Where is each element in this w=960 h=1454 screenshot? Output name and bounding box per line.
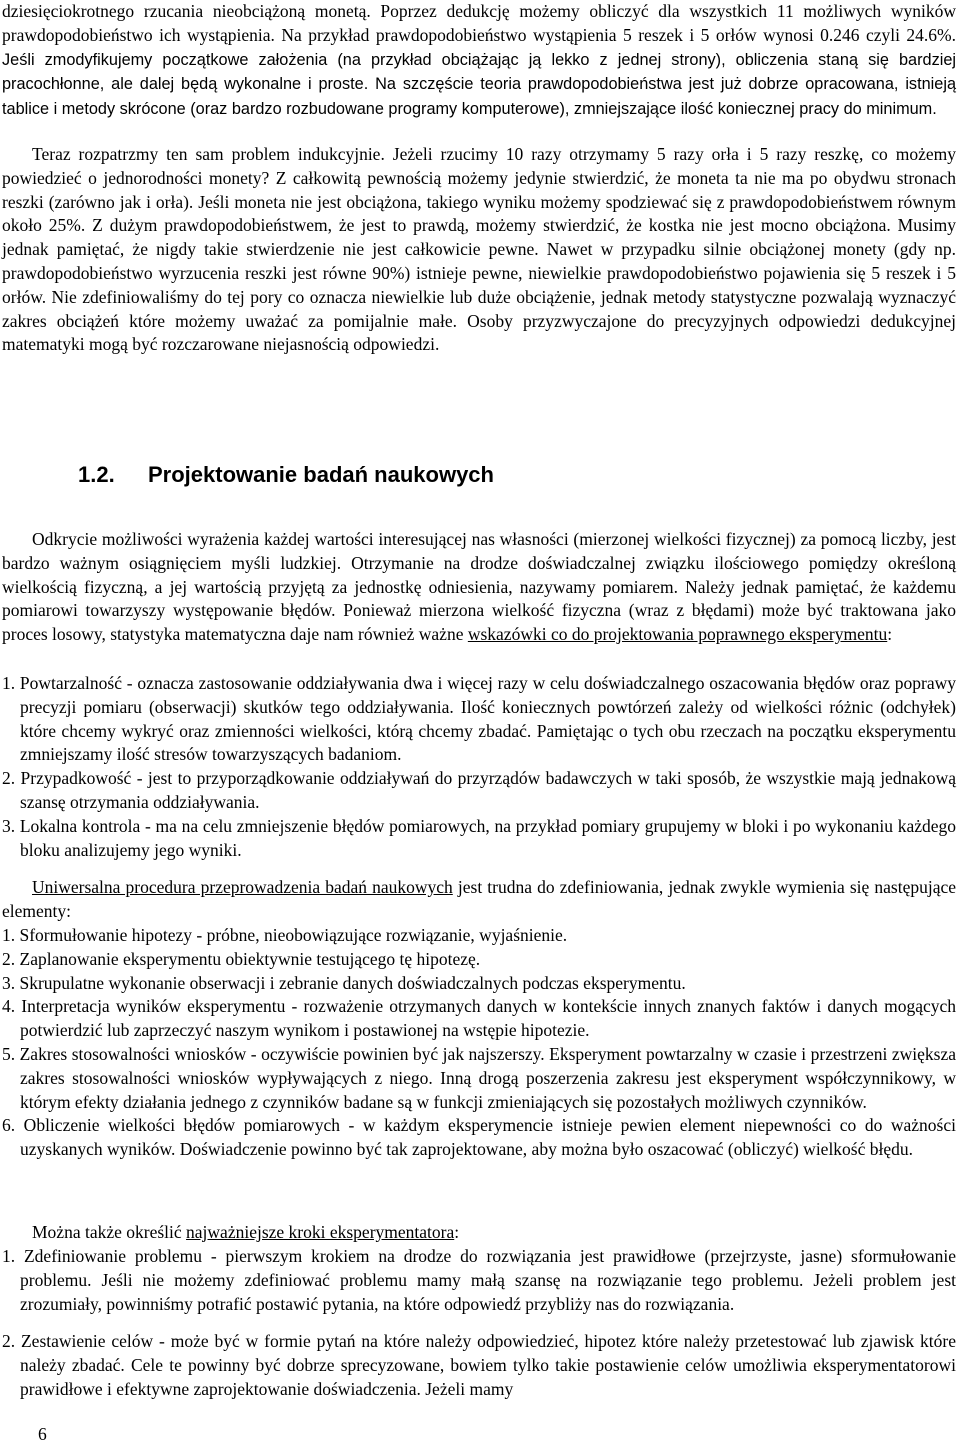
section-heading	[78, 462, 494, 488]
design-paragraph	[2, 528, 956, 647]
intro-text-c: Na szczęście teoria prawdopodobieństwa jest już dobrze opracowana, istnieją tablice i metody skrócone (oraz bardzo rozbudowane programy komputerowe), zmniejszające ilość koniecznej pracy do minimum.	[2, 75, 956, 119]
section-number: 1.2.	[78, 462, 115, 487]
procedure-list	[2, 924, 956, 1162]
steps-paragraph	[2, 1221, 956, 1245]
intro-text-a: dziesięciokrotnego rzucania nieobciążoną monetą. Poprzez dedukcję możemy obliczyć dla wszystkich 11 możliwych wyników prawdopodobieństwo ich wystąpienia. Na przykład prawdopodobieństwo wystąpienia 5 reszek i 5 orłów wynosi 0.246 czyli 24.6%.	[2, 1, 956, 45]
steps-underlined-phrase: najważniejsze kroki eksperymentatora	[186, 1222, 455, 1242]
intro-paragraph-2: Teraz rozpatrzmy ten sam problem indukcyjnie. Jeżeli rzucimy 10 razy otrzymamy 5 razy orła i 5 razy reszkę, co możemy powiedzieć o jednorodności monety? Z całkowitą pewnością możemy jedynie stwierdzić, że moneta ta nie ma po obydwu stronach reszki (zarówno jak i orła). Jeśli moneta nie jest obciążona, takiego wyniku możemy spodziewać się z prawdopodobieństwem równym około 25%. Z dużym prawdopodobieństwem, że jest to prawdą, możemy stwierdzić, że kostka nie jest mocno obciążona. Musimy jednak pamiętać, że nigdy takie stwierdzenie nie jest całkowicie pewne. Nawet w przypadku silnie obciążonej monety (gdy np. prawdopodobieństwo wyrzucenia reszki jest równe 90%) istnieje pewne, niewielkie prawdopodobieństwo pojawienia się 5 reszek i 5 orłów. Nie zdefiniowaliśmy do tej pory co oznacza niewielkie lub duże obciążenie, jednak metody statystyczne pozwalają wyznaczyć zakres obciążeń które możemy uważać za pomijalnie małe. Osoby przyzwyczajone do precyzyjnych odpowiedzi dedukcyjnej matematyki mogą być rozczarowane niejasnością odpowiedzi.	[2, 144, 956, 355]
list-item: 3. Lokalna kontrola - ma na celu zmniejszenie błędów pomiarowych, na przykład pomiary grupujemy w bloki i po wykonaniu każdego bloku analizujemy jego wyniki.	[2, 815, 956, 860]
list-item: 2. Zestawienie celów - może być w formie pytań na które należy odpowiedzieć, hipotez które należy przetestować lub zjawisk które należy zbadać. Cele te powinny być dobrze sprecyzowane, bowiem tylko takie postawienie celów umożliwia eksperymentatorowi prawidłowe i efektywne zaprojektowanie doświadczenia. Jeżeli mamy	[2, 1331, 956, 1399]
design-underlined-phrase: wskazówki co do projektowania poprawnego eksperymentu	[467, 624, 888, 645]
list-item: 1. Powtarzalność - oznacza zastosowanie oddziaływania dwa i więcej razy w celu doświadczalnego oszacowania błędów oraz poprawy precyzji pomiaru (obserwacji) skutków tego oddziaływania. Ilość koniecznych powtórzeń zależy od wielkości różnic (odchyłek) które chcemy wykryć oraz zmienności wielkości, którą chcemy zbadać. Pamiętając o tych obu rzeczach na początku eksperymentu zmniejszamy ilość stresów towarzyszących badaniom.	[2, 673, 956, 765]
list-item: 1. Sformułowanie hipotezy - próbne, nieobowiązujące rozwiązanie, wyjaśnienie.	[2, 925, 568, 945]
steps-text: Można także określić	[32, 1222, 187, 1242]
design-list	[2, 672, 956, 862]
procedure-paragraph	[2, 876, 956, 924]
steps-colon: :	[454, 1222, 460, 1242]
section-title: Projektowanie badań naukowych	[148, 462, 494, 487]
list-item: 2. Zaplanowanie eksperymentu obiektywnie testującego tę hipotezę.	[2, 948, 481, 969]
procedure-text: jest trudna do zdefiniowania, jednak zwykle wymienia się następujące elementy:	[2, 877, 956, 921]
list-item: 2. Przypadkowość - jest to przyporządkowanie oddziaływań do przyrządów badawczych w taki sposób, że wszystkie mają jednakową szansę otrzymania oddziaływania.	[2, 768, 956, 812]
page-number: 6	[38, 1424, 47, 1444]
list-item: 3. Skrupulatne wykonanie obserwacji i zebranie danych doświadczalnych podczas eksperymentu.	[2, 972, 686, 993]
list-item: 6. Obliczenie wielkości błędów pomiarowych - w każdym eksperymencie istnieje pewien element niepewności co do ważności uzyskanych wyników. Doświadczenie powinno być tak zaprojektowane, aby można było oszacować (obliczyć) wielkość błędu.	[2, 1115, 956, 1160]
intro-paragraph-1	[2, 0, 956, 122]
intro-text-b: Jeśli zmodyfikujemy początkowe założenia (na przykład obciążając ją lekko z jednej strony), obliczenia staną się bardziej pracochłonne, ale dalej będą wykonalne i proste.	[2, 50, 956, 94]
list-item: 5. Zakres stosowalności wniosków - oczywiście powinien być jak najszerszy. Eksperyment powtarzalny w czasie i przestrzeni zwiększa zakres stosowalności wniosków wypływających z niego. Inną drogą poszerzenia zakresu jest eksperyment współczynnikowy, w którym efekty działania jednego z czynników badane są w funkcji zmieniających się pozostałych możliwych czynników.	[2, 1043, 956, 1112]
design-colon: :	[887, 624, 893, 645]
design-text: Odkrycie możliwości wyrażenia każdej wartości interesującej nas własności (mierzonej wielkości fizycznej) za pomocą liczby, jest bardzo ważnym osiągnięciem myśli ludzkiej. Otrzymanie na drodze doświadczalnej związku ilościowego pomiędzy określoną wielkością fizyczną, a jej wartością przyjętą za jednostkę odniesienia, nazywamy pomiarem. Należy jednak pamiętać, że każdemu pomiarowi towarzyszy występowanie błędów. Ponieważ mierzona wielkość fizyczna (wraz z błędami) może być traktowana jako proces losowy, statystyka matematyczna daje nam również ważne	[2, 529, 956, 645]
procedure-underlined-phrase: Uniwersalna procedura przeprowadzenia badań naukowych	[32, 877, 453, 897]
list-item: 1. Zdefiniowanie problemu - pierwszym krokiem na drodze do rozwiązania jest prawidłowe (przejrzyste, jasne) sformułowanie problemu. Jeśli nie możemy zdefiniować problemu mamy małą szansę na rozwiązanie tego problemu. Jeżeli problem jest zrozumiały, powinniśmy potrafić postawić pytania, na które odpowiedź przybliży nas do rozwiązania.	[2, 1246, 956, 1314]
steps-list	[2, 1245, 956, 1402]
list-item: 4. Interpretacja wyników eksperymentu - rozważenie otrzymanych danych w kontekście innych znanych faktów i danych mogących potwierdzić lub zaprzeczyć naszym wynikom i postawionej na wstępie hipotezie.	[2, 996, 956, 1041]
